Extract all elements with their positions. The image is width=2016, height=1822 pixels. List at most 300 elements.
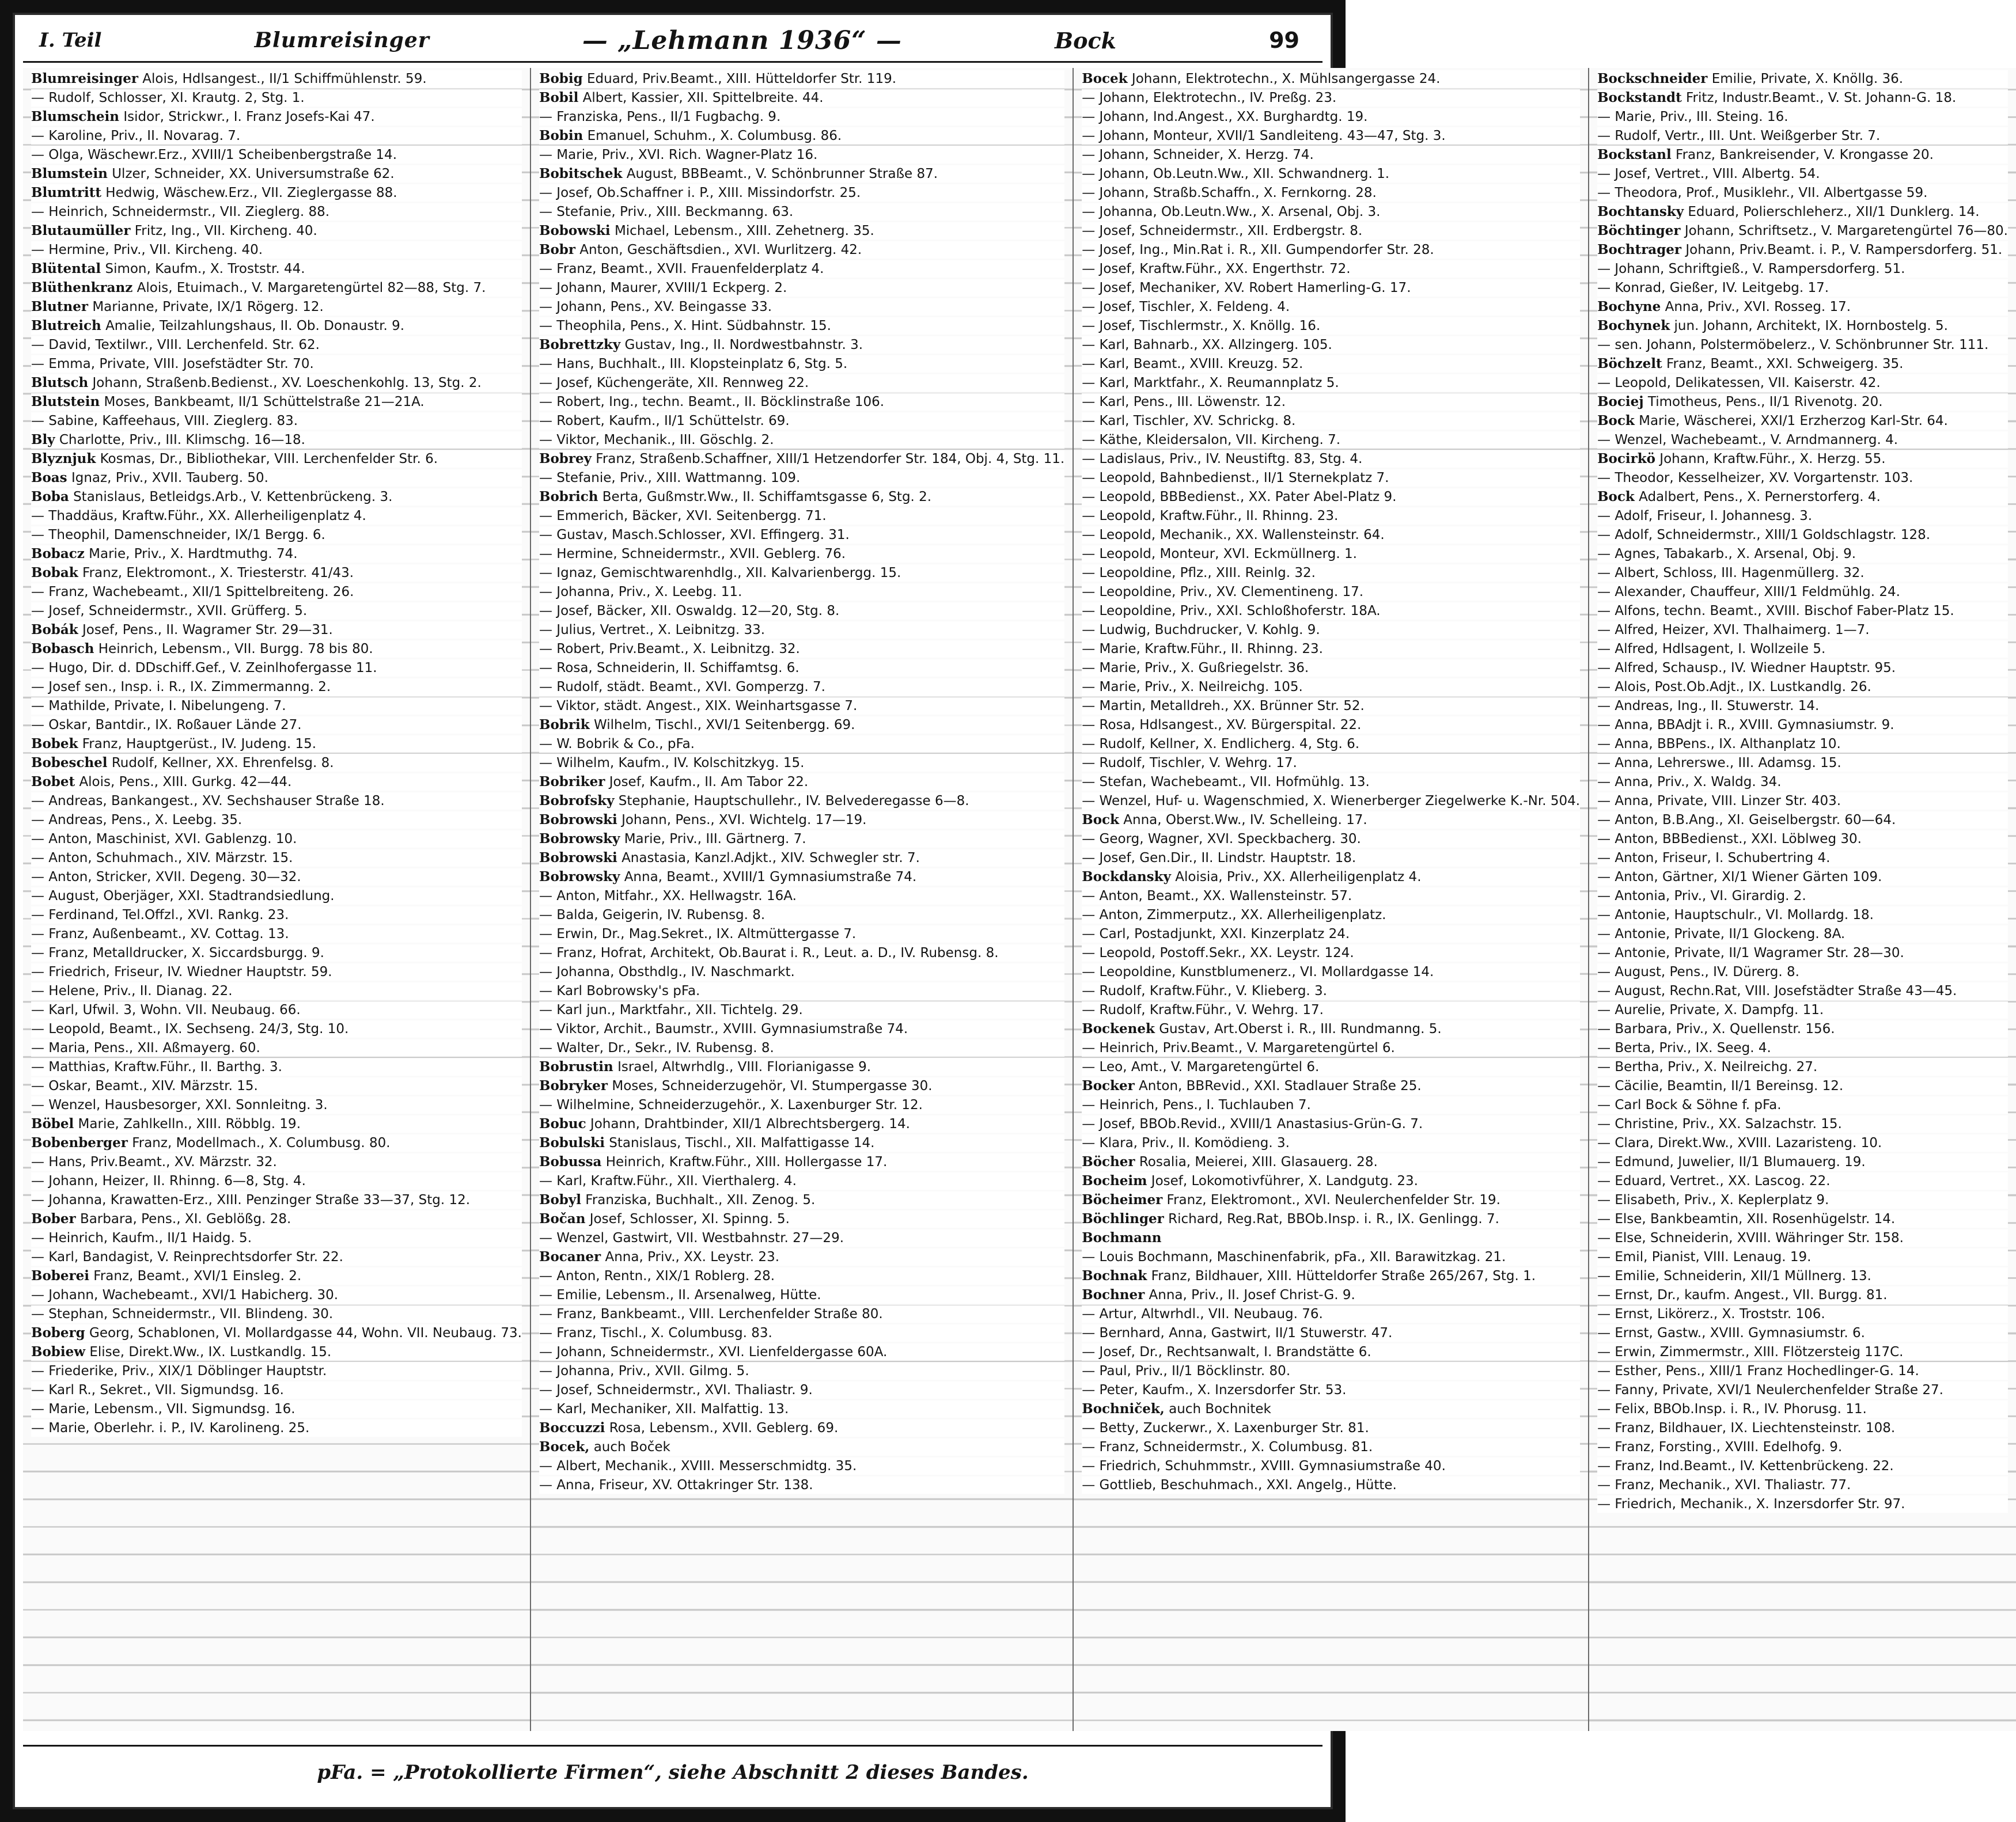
entry-details: jun. Johann, Architekt, IX. Hornbostelg. 5. xyxy=(1674,318,1948,333)
entry-surname: Blumschein xyxy=(31,109,120,124)
directory-entry xyxy=(1082,1077,1580,1095)
entry-details: — Sabine, Kaffeehaus, VIII. Zieglerg. 83. xyxy=(31,413,298,428)
directory-entry xyxy=(1082,526,1580,544)
directory-entry xyxy=(1597,583,2008,601)
entry-details: — Johann, Heizer, II. Rhinng. 6—8, Stg. 4. xyxy=(31,1174,306,1189)
directory-entry xyxy=(539,1286,1064,1304)
directory-entry xyxy=(539,678,1064,696)
directory-entry xyxy=(539,89,1064,107)
directory-entry xyxy=(31,1286,522,1304)
entry-details: — Anna, Lehrerswe., III. Adamsg. 15. xyxy=(1597,756,1841,770)
entry-details: — Anton, B.B.Ang., XI. Geiselbergstr. 60—64. xyxy=(1597,813,1896,828)
entry-details: — Alfred, Heizer, XVI. Thalhaimerg. 1—7. xyxy=(1597,622,1870,637)
directory-entry xyxy=(1082,431,1580,449)
entry-details: — Franz, Bildhauer, IX. Liechtensteinstr. 108. xyxy=(1597,1421,1896,1436)
entry-details: Franz, Bankreisender, V. Krongasse 20. xyxy=(1676,147,1934,162)
entry-surname: Bock xyxy=(1082,812,1119,828)
entry-surname: Bobuc xyxy=(539,1116,586,1132)
directory-entry xyxy=(1597,431,2008,449)
directory-entry xyxy=(1082,887,1580,905)
entry-details: — Alfred, Hdlsagent, I. Wollzeile 5. xyxy=(1597,642,1826,656)
entry-details: Franz, Bildhauer, XIII. Hütteldorfer Straße 265/267, Stg. 1. xyxy=(1151,1269,1536,1284)
directory-entry xyxy=(31,1001,522,1019)
entry-details: — Bernhard, Anna, Gastwirt, II/1 Stuwerstr. 47. xyxy=(1082,1326,1393,1341)
entry-details: — Carl, Postadjunkt, XXI. Kinzerplatz 24. xyxy=(1082,927,1350,942)
directory-entry xyxy=(31,849,522,867)
entry-details: Kosmas, Dr., Bibliothekar, VIII. Lerchenfelder Str. 6. xyxy=(100,451,438,466)
entry-details: — Karl, Mechaniker, XII. Malfattig. 13. xyxy=(539,1402,789,1417)
directory-entry xyxy=(1082,450,1580,468)
directory-entry xyxy=(1597,811,2008,829)
directory-entry xyxy=(1082,1020,1580,1038)
entry-details: — Karl R., Sekret., VII. Sigmundsg. 16. xyxy=(31,1383,284,1398)
entry-details: — Ferdinand, Tel.Offzl., XVI. Rankg. 23. xyxy=(31,908,289,923)
entry-details: — Karl, Marktfahr., X. Reumannplatz 5. xyxy=(1082,375,1339,390)
directory-entry xyxy=(31,241,522,259)
directory-entry xyxy=(1082,469,1580,487)
entry-details: — Johann, Wachebeamt., XVI/1 Habicherg. 30. xyxy=(31,1288,339,1303)
entry-details: Timotheus, Pens., II/1 Rivenotg. 20. xyxy=(1647,394,1883,409)
directory-entry xyxy=(1082,849,1580,867)
entry-details: — Leopold, Monteur, XVI. Eckmüllnerg. 1. xyxy=(1082,546,1357,561)
running-header xyxy=(23,20,1322,63)
directory-entry xyxy=(1082,1438,1580,1456)
directory-entry xyxy=(539,1039,1064,1057)
entry-details: — Karl Bobrowsky's pFa. xyxy=(539,984,700,999)
entry-details: — Alexander, Chauffeur, XIII/1 Feldmühlg. 24. xyxy=(1597,584,1900,599)
directory-entry xyxy=(31,1058,522,1076)
entry-surname: Boas xyxy=(31,470,67,485)
directory-entry xyxy=(1082,1153,1580,1171)
entry-details: — Andreas, Pens., X. Leebg. 35. xyxy=(31,813,242,828)
directory-entry xyxy=(1597,1020,2008,1038)
entry-details: — Josef, Dr., Rechtsanwalt, I. Brandstätte 6. xyxy=(1082,1345,1371,1360)
entry-details: — Betty, Zuckerwr., X. Laxenburger Str. 81. xyxy=(1082,1421,1369,1436)
entry-details: Ignaz, Priv., XVII. Tauberg. 50. xyxy=(71,470,268,485)
directory-entry xyxy=(539,1077,1064,1095)
entry-details: Johann, Drahtbinder, XII/1 Albrechtsbergerg. 14. xyxy=(590,1117,910,1132)
entry-surname: Bock xyxy=(1597,489,1635,504)
directory-entry xyxy=(539,279,1064,297)
entry-details: Barbara, Pens., XI. Geblößg. 28. xyxy=(79,1212,291,1227)
entry-details: — Antonie, Hauptschulr., VI. Mollardg. 18. xyxy=(1597,908,1874,923)
directory-entry xyxy=(31,222,522,240)
entry-details: — Rosa, Hdlsangest., XV. Bürgerspital. 22. xyxy=(1082,718,1362,732)
directory-entry xyxy=(31,1020,522,1038)
entry-details: — Elisabeth, Priv., X. Keplerplatz 9. xyxy=(1597,1193,1829,1208)
entry-details: — Josef, Ing., Min.Rat i. R., XII. Gumpendorfer Str. 28. xyxy=(1082,242,1434,257)
entry-details: — Johanna, Priv., X. Leebg. 11. xyxy=(539,584,742,599)
entry-details: Alois, Pens., XIII. Gurkg. 42—44. xyxy=(79,775,292,789)
entry-details: — Antonia, Priv., VI. Girardig. 2. xyxy=(1597,889,1806,904)
entry-details: Franz, Beamt., XXI. Schweigerg. 35. xyxy=(1666,356,1904,371)
entry-details: — Robert, Kaufm., II/1 Schüttelstr. 69. xyxy=(539,413,790,428)
entry-details: — Heinrich, Pens., I. Tuchlauben 7. xyxy=(1082,1098,1311,1113)
directory-entry xyxy=(539,1172,1064,1190)
entry-details: — Stefan, Wachebeamt., VII. Hofmühlg. 13. xyxy=(1082,775,1370,789)
entry-details: — Emilie, Schneiderin, XII/1 Müllnerg. 13. xyxy=(1597,1269,1871,1284)
directory-entry xyxy=(31,697,522,715)
entry-details: — Leopoldine, Kunstblumenerz., VI. Mollardgasse 14. xyxy=(1082,965,1434,980)
directory-entry xyxy=(1597,355,2008,373)
entry-details: — David, Textilwr., VIII. Lerchenfeld. Str. 62. xyxy=(31,337,320,352)
directory-entry xyxy=(539,1305,1064,1323)
entry-details: Moses, Schneiderzugehör, VI. Stumpergasse 30. xyxy=(612,1079,933,1094)
directory-entry xyxy=(31,583,522,601)
directory-entry xyxy=(539,963,1064,981)
directory-entry xyxy=(539,507,1064,525)
directory-entry xyxy=(539,260,1064,278)
entry-details: Johann, Priv.Beamt. i. P., V. Rampersdorferg. 51. xyxy=(1685,242,2003,257)
directory-entry xyxy=(1597,906,2008,924)
entry-surname: Bockdansky xyxy=(1082,869,1171,885)
directory-entry xyxy=(1082,70,1580,88)
directory-entry xyxy=(1597,317,2008,335)
entry-details: — W. Bobrik & Co., pFa. xyxy=(539,737,695,751)
entry-details: — Robert, Ing., techn. Beamt., II. Böcklinstraße 106. xyxy=(539,394,885,409)
directory-entry xyxy=(31,184,522,202)
entry-details: — Else, Bankbeamtin, XII. Rosenhügelstr. 14. xyxy=(1597,1212,1896,1227)
directory-entry xyxy=(1082,944,1580,962)
directory-entry xyxy=(1597,640,2008,658)
entry-details: — Konrad, Gießer, IV. Leitgebg. 17. xyxy=(1597,280,1829,295)
directory-entry xyxy=(539,849,1064,867)
entry-surname: Böbel xyxy=(31,1116,74,1132)
entry-details: Anastasia, Kanzl.Adjkt., XIV. Schwegler str. 7. xyxy=(622,851,920,866)
directory-entry xyxy=(1597,849,2008,867)
entry-details: — Käthe, Kleidersalon, VII. Kircheng. 7. xyxy=(1082,432,1341,447)
entry-details: Heinrich, Lebensm., VII. Burgg. 78 bis 80. xyxy=(98,642,373,656)
entry-details: — Josef, Schneidermstr., XVI. Thaliastr. 9. xyxy=(539,1383,813,1398)
entry-details: Josef, Lokomotivführer, X. Landgutg. 23. xyxy=(1151,1174,1418,1189)
directory-entry xyxy=(539,241,1064,259)
entry-details: Franz, Beamt., XVI/1 Einsleg. 2. xyxy=(93,1269,302,1284)
directory-entry xyxy=(1597,944,2008,962)
directory-entry xyxy=(539,1020,1064,1038)
directory-entry xyxy=(31,868,522,886)
entry-details: Marie, Wäscherei, XXI/1 Erzherzog Karl-Str. 64. xyxy=(1639,413,1948,428)
directory-entry xyxy=(539,431,1064,449)
entry-details: — Ernst, Likörerz., X. Troststr. 106. xyxy=(1597,1307,1825,1322)
directory-entry xyxy=(1597,963,2008,981)
directory-entry xyxy=(31,450,522,468)
entry-details: — Josef, BBOb.Revid., XVIII/1 Anastasius-Grün-G. 7. xyxy=(1082,1117,1423,1132)
directory-entry xyxy=(1082,317,1580,335)
entry-details: Anna, Priv., XVI. Rosseg. 17. xyxy=(1665,299,1851,314)
directory-entry xyxy=(1082,583,1580,601)
directory-entry xyxy=(1082,982,1580,1000)
directory-entry xyxy=(1597,602,2008,620)
entry-details: Emilie, Private, X. Knöllg. 36. xyxy=(1711,71,1904,86)
entry-details: — Thaddäus, Kraftw.Führ., XX. Allerheiligenplatz 4. xyxy=(31,508,366,523)
entry-details: — Friedrich, Schuhmmstr., XVIII. Gymnasiumstraße 40. xyxy=(1082,1459,1446,1474)
directory-entry xyxy=(1597,887,2008,905)
directory-entry xyxy=(31,1248,522,1266)
entry-details: — Stephan, Schneidermstr., VII. Blindeng. 30. xyxy=(31,1307,334,1322)
entry-details: — Agnes, Tabakarb., X. Arsenal, Obj. 9. xyxy=(1597,546,1856,561)
entry-details: Moses, Bankbeamt, II/1 Schüttelstraße 21—21A. xyxy=(104,394,425,409)
directory-entry xyxy=(1082,868,1580,886)
directory-entry xyxy=(1082,488,1580,506)
entry-details: — Viktor, städt. Angest., XIX. Weinhartsgasse 7. xyxy=(539,699,858,713)
entry-details: — Marie, Priv., X. Neilreichg. 105. xyxy=(1082,680,1303,694)
directory-entry xyxy=(1597,1457,2008,1475)
entry-surname: Bobrowsky xyxy=(539,831,620,847)
entry-details: — Marie, Oberlehr. i. P., IV. Karolineng. 25. xyxy=(31,1421,310,1436)
directory-entry xyxy=(1597,1115,2008,1133)
entry-surname: Bobeschel xyxy=(31,755,108,770)
entry-details: Marie, Priv., X. Hardtmuthg. 74. xyxy=(89,546,298,561)
directory-entry xyxy=(1597,488,2008,506)
directory-entry xyxy=(1597,1096,2008,1114)
entry-details: — Johanna, Ob.Leutn.Ww., X. Arsenal, Obj. 3. xyxy=(1082,204,1381,219)
directory-entry xyxy=(1597,146,2008,164)
entry-details: — Johann, Schneider, X. Herzg. 74. xyxy=(1082,147,1314,162)
entry-details: — Franz, Wachebeamt., XII/1 Spittelbreiteng. 26. xyxy=(31,584,354,599)
entry-surname: Bobitschek xyxy=(539,166,623,181)
entry-details: — Klara, Priv., II. Komödieng. 3. xyxy=(1082,1136,1290,1151)
entry-surname: Bobasch xyxy=(31,641,94,656)
entry-details: — Esther, Pens., XIII/1 Franz Hochedlinger-G. 14. xyxy=(1597,1364,1919,1379)
entry-details: — Anton, Maschinist, XVI. Gablenzg. 10. xyxy=(31,832,297,847)
entry-surname: Blumstein xyxy=(31,166,108,181)
page-number: 99 xyxy=(1269,28,1299,53)
entry-details: — Leopold, Mechanik., XX. Wallensteinstr. 64. xyxy=(1082,527,1385,542)
entry-details: — Louis Bochmann, Maschinenfabrik, pFa., XII. Barawitzkag. 21. xyxy=(1082,1250,1506,1265)
directory-entry xyxy=(1082,545,1580,563)
entry-details: — Leopold, BBBedienst., XX. Pater Abel-Platz 9. xyxy=(1082,489,1397,504)
entry-details: — Johann, Schneidermstr., XVI. Lienfeldergasse 60A. xyxy=(539,1345,888,1360)
entry-details: Anna, Oberst.Ww., IV. Schelleing. 17. xyxy=(1123,813,1367,828)
directory-entry xyxy=(539,1343,1064,1361)
entry-details: — Emmerich, Bäcker, XVI. Seitenbergg. 71. xyxy=(539,508,827,523)
entry-details: — Hermine, Priv., VII. Kircheng. 40. xyxy=(31,242,263,257)
entry-surname: Bochynek xyxy=(1597,318,1670,333)
directory-entry xyxy=(539,811,1064,829)
directory-entry xyxy=(1082,1172,1580,1190)
directory-entry xyxy=(1082,127,1580,145)
directory-entry xyxy=(1082,1324,1580,1342)
entry-details: — Josef, Mechaniker, XV. Robert Hamerling-G. 17. xyxy=(1082,280,1411,295)
directory-entry xyxy=(31,659,522,677)
directory-entry xyxy=(1082,963,1580,981)
entry-details: — Hans, Priv.Beamt., XV. Märzstr. 32. xyxy=(31,1155,277,1170)
directory-entry xyxy=(539,317,1064,335)
entry-details: — Karl, Tischler, XV. Schrickg. 8. xyxy=(1082,413,1296,428)
directory-entry xyxy=(1597,184,2008,202)
entry-details: Gustav, Art.Oberst i. R., III. Rundmanng. 5. xyxy=(1159,1022,1442,1037)
directory-entry xyxy=(539,146,1064,164)
entry-details: Johann, Pens., XVI. Wichtelg. 17—19. xyxy=(622,813,867,828)
entry-surname: Bochyne xyxy=(1597,299,1661,314)
entry-surname: Bobacz xyxy=(31,546,85,561)
entry-details: Stephanie, Hauptschullehr., IV. Belvederegasse 6—8. xyxy=(618,794,969,808)
entry-details: — Anton, Mitfahr., XX. Hellwagstr. 16A. xyxy=(539,889,797,904)
directory-entry xyxy=(31,1381,522,1399)
directory-entry xyxy=(1082,1191,1580,1209)
entry-surname: Bochtansky xyxy=(1597,204,1684,219)
entry-details: — Johann, Schriftgieß., V. Rampersdorferg. 51. xyxy=(1597,261,1905,276)
directory-entry xyxy=(31,336,522,354)
entry-details: — Edmund, Juwelier, II/1 Blumauerg. 19. xyxy=(1597,1155,1866,1170)
directory-entry xyxy=(1597,1305,2008,1323)
directory-entry xyxy=(31,1115,522,1133)
directory-entry xyxy=(539,412,1064,430)
entry-surname: Bocek, xyxy=(539,1439,590,1455)
directory-entry xyxy=(1082,336,1580,354)
entry-details: — Franz, Tischl., X. Columbusg. 83. xyxy=(539,1326,772,1341)
directory-entry xyxy=(31,279,522,297)
entry-surname: Bockenek xyxy=(1082,1021,1155,1037)
directory-entry xyxy=(1597,925,2008,943)
entry-details: Michael, Lebensm., XIII. Zehetnerg. 35. xyxy=(614,223,874,238)
entry-details: — Josef, Schneidermstr., XII. Erdbergstr. 8. xyxy=(1082,223,1363,238)
directory-entry xyxy=(1597,279,2008,297)
directory-entry xyxy=(1597,165,2008,183)
entry-details: Fritz, Ing., VII. Kircheng. 40. xyxy=(134,223,317,238)
entry-details: — Anna, BBPens., IX. Althanplatz 10. xyxy=(1597,737,1841,751)
entry-surname: Bobryker xyxy=(539,1078,608,1094)
entry-details: — Matthias, Kraftw.Führ., II. Barthg. 3. xyxy=(31,1060,282,1075)
part-label: I. Teil xyxy=(39,29,102,52)
entry-details: — Adolf, Friseur, I. Johannesg. 3. xyxy=(1597,508,1813,523)
directory-entry xyxy=(539,1381,1064,1399)
entry-details: — Rudolf, Kellner, X. Endlicherg. 4, Stg. 6. xyxy=(1082,737,1360,751)
entry-details: Georg, Schablonen, VI. Mollardgasse 44, Wohn. VII. Neubaug. 73. xyxy=(89,1326,522,1341)
directory-entry xyxy=(1597,1172,2008,1190)
directory-entry xyxy=(1082,697,1580,715)
directory-entry xyxy=(1597,697,2008,715)
directory-entry xyxy=(539,70,1064,88)
directory-entry xyxy=(1597,336,2008,354)
entry-surname: Bochner xyxy=(1082,1287,1145,1303)
directory-entry xyxy=(539,1457,1064,1475)
entry-details: — Marie, Lebensm., VII. Sigmundsg. 16. xyxy=(31,1402,295,1417)
entry-details: — Anton, Rentn., XIX/1 Roblerg. 28. xyxy=(539,1269,775,1284)
directory-entry xyxy=(539,583,1064,601)
entry-details: — Johann, Ind.Angest., XX. Burghardtg. 19. xyxy=(1082,109,1368,124)
directory-entry xyxy=(539,108,1064,126)
entry-details: — Gottlieb, Beschuhmach., XXI. Angelg., Hütte. xyxy=(1082,1478,1397,1493)
directory-entry xyxy=(31,906,522,924)
directory-entry xyxy=(31,298,522,316)
directory-entry xyxy=(1597,564,2008,582)
directory-entry xyxy=(31,982,522,1000)
entry-details: — Wenzel, Gastwirt, VII. Westbahnstr. 27—29. xyxy=(539,1231,844,1246)
directory-entry xyxy=(31,1134,522,1152)
directory-entry xyxy=(1597,374,2008,392)
directory-entry xyxy=(31,1039,522,1057)
entry-details: — Hermine, Schneidermstr., XVII. Geblerg. 76. xyxy=(539,546,846,561)
directory-entry xyxy=(31,754,522,772)
directory-entry xyxy=(31,1172,522,1190)
directory-entry xyxy=(539,1001,1064,1019)
directory-entry xyxy=(539,906,1064,924)
entry-surname: Boccuzzi xyxy=(539,1420,605,1436)
directory-entry xyxy=(1597,1134,2008,1152)
entry-details: — Heinrich, Priv.Beamt., V. Margaretengürtel 6. xyxy=(1082,1041,1395,1056)
directory-entry xyxy=(1597,108,2008,126)
entry-details: Aloisia, Priv., XX. Allerheiligenplatz 4. xyxy=(1175,870,1422,885)
entry-details: — August, Pens., IV. Dürerg. 8. xyxy=(1597,965,1799,980)
entry-details: — Ernst, Dr., kaufm. Angest., VII. Burgg. 81. xyxy=(1597,1288,1888,1303)
entry-details: — Martin, Metalldreh., XX. Brünner Str. 52. xyxy=(1082,699,1365,713)
entry-details: — Stefanie, Priv., XIII. Wattmanng. 109. xyxy=(539,470,801,485)
directory-entry xyxy=(1597,393,2008,411)
directory-entry xyxy=(31,488,522,506)
directory-entry xyxy=(1082,165,1580,183)
entry-surname: Bocirkö xyxy=(1597,451,1655,466)
entry-details: — Oskar, Bantdir., IX. Roßauer Lände 27. xyxy=(31,718,302,732)
entry-surname: Boberei xyxy=(31,1268,89,1284)
entry-details: — Marie, Priv., X. Gußriegelstr. 36. xyxy=(1082,661,1309,675)
entry-surname: Blutner xyxy=(31,299,88,314)
entry-details: — Rudolf, städt. Beamt., XVI. Gomperzg. 7. xyxy=(539,680,825,694)
directory-entry xyxy=(31,887,522,905)
entry-details: — Erwin, Dr., Mag.Sekret., IX. Altmüttergasse 7. xyxy=(539,927,857,942)
entry-details: — Josef, Tischler, X. Feldeng. 4. xyxy=(1082,299,1290,314)
directory-entry xyxy=(539,393,1064,411)
entry-surname: Bly xyxy=(31,432,55,447)
entry-details: — Franz, Hofrat, Architekt, Ob.Baurat i. R., Leut. a. D., IV. Rubensg. 8. xyxy=(539,946,999,961)
entry-details: — Robert, Priv.Beamt., X. Leibnitzg. 32. xyxy=(539,642,800,656)
entry-details: — Wenzel, Wachebeamt., V. Arndmannerg. 4. xyxy=(1597,432,1898,447)
entry-details: — Fanny, Private, XVI/1 Neulerchenfelder Straße 27. xyxy=(1597,1383,1943,1398)
directory-entry xyxy=(1082,412,1580,430)
entry-details: — Hugo, Dir. d. DDschiff.Gef., V. Zeinlhofergasse 11. xyxy=(31,661,377,675)
entry-details: — Rosa, Schneiderin, II. Schiffamtsg. 6. xyxy=(539,661,799,675)
entry-details: — Leopold, Beamt., IX. Sechseng. 24/3, Stg. 10. xyxy=(31,1022,349,1037)
directory-entry xyxy=(1082,1286,1580,1304)
entry-details: — Christine, Priv., XX. Salzachstr. 15. xyxy=(1597,1117,1842,1132)
directory-entry xyxy=(1597,1210,2008,1228)
entry-details: Franz, Modellmach., X. Columbusg. 80. xyxy=(132,1136,391,1151)
entry-details: Josef, Schlosser, XI. Spinng. 5. xyxy=(589,1212,790,1227)
entry-details: Johann, Schriftsetz., V. Margaretengürtel 76—80. xyxy=(1684,223,2008,238)
entry-details: — Anna, Friseur, XV. Ottakringer Str. 138. xyxy=(539,1478,813,1493)
directory-entry xyxy=(539,925,1064,943)
entry-details: Josef, Pens., II. Wagramer Str. 29—31. xyxy=(82,622,333,637)
entry-details: — Josef, Gen.Dir., II. Lindstr. Hauptstr. 18. xyxy=(1082,851,1356,866)
entry-details: — Carl Bock & Söhne f. pFa. xyxy=(1597,1098,1782,1113)
directory-entry xyxy=(1082,564,1580,582)
entry-surname: Bobrowski xyxy=(539,850,617,866)
entry-surname: Blutreich xyxy=(31,318,101,333)
publication-title: — „Lehmann 1936“ — xyxy=(582,25,902,55)
entry-details: — Paul, Priv., II/1 Böcklinstr. 80. xyxy=(1082,1364,1291,1379)
entry-details: Eduard, Polierschleherz., XII/1 Dunklerg. 14. xyxy=(1688,204,1980,219)
entry-details: — Franz, Schneidermstr., X. Columbusg. 81. xyxy=(1082,1440,1373,1455)
directory-entry xyxy=(539,982,1064,1000)
directory-entry xyxy=(31,1077,522,1095)
entry-details: — Hans, Buchhalt., III. Klopsteinplatz 6, Stg. 5. xyxy=(539,356,848,371)
directory-entry xyxy=(1082,773,1580,791)
entry-details: Johann, Straßenb.Bedienst., XV. Loeschenkohlg. 13, Stg. 2. xyxy=(92,375,482,390)
directory-entry xyxy=(1597,1362,2008,1380)
entry-details: — Peter, Kaufm., X. Inzersdorfer Str. 53. xyxy=(1082,1383,1347,1398)
entry-surname: Bocheim xyxy=(1082,1173,1147,1189)
entry-details: — Oskar, Beamt., XIV. Märzstr. 15. xyxy=(31,1079,258,1094)
entry-surname: Bobrowsky xyxy=(539,869,620,885)
directory-entry xyxy=(1082,89,1580,107)
directory-entry xyxy=(1597,89,2008,107)
directory-entry xyxy=(1082,735,1580,753)
directory-entry xyxy=(31,773,522,791)
entry-details: — Karl, Pens., III. Löwenstr. 12. xyxy=(1082,394,1286,409)
directory-entry xyxy=(1082,716,1580,734)
directory-entry xyxy=(539,697,1064,715)
directory-entry xyxy=(539,621,1064,639)
